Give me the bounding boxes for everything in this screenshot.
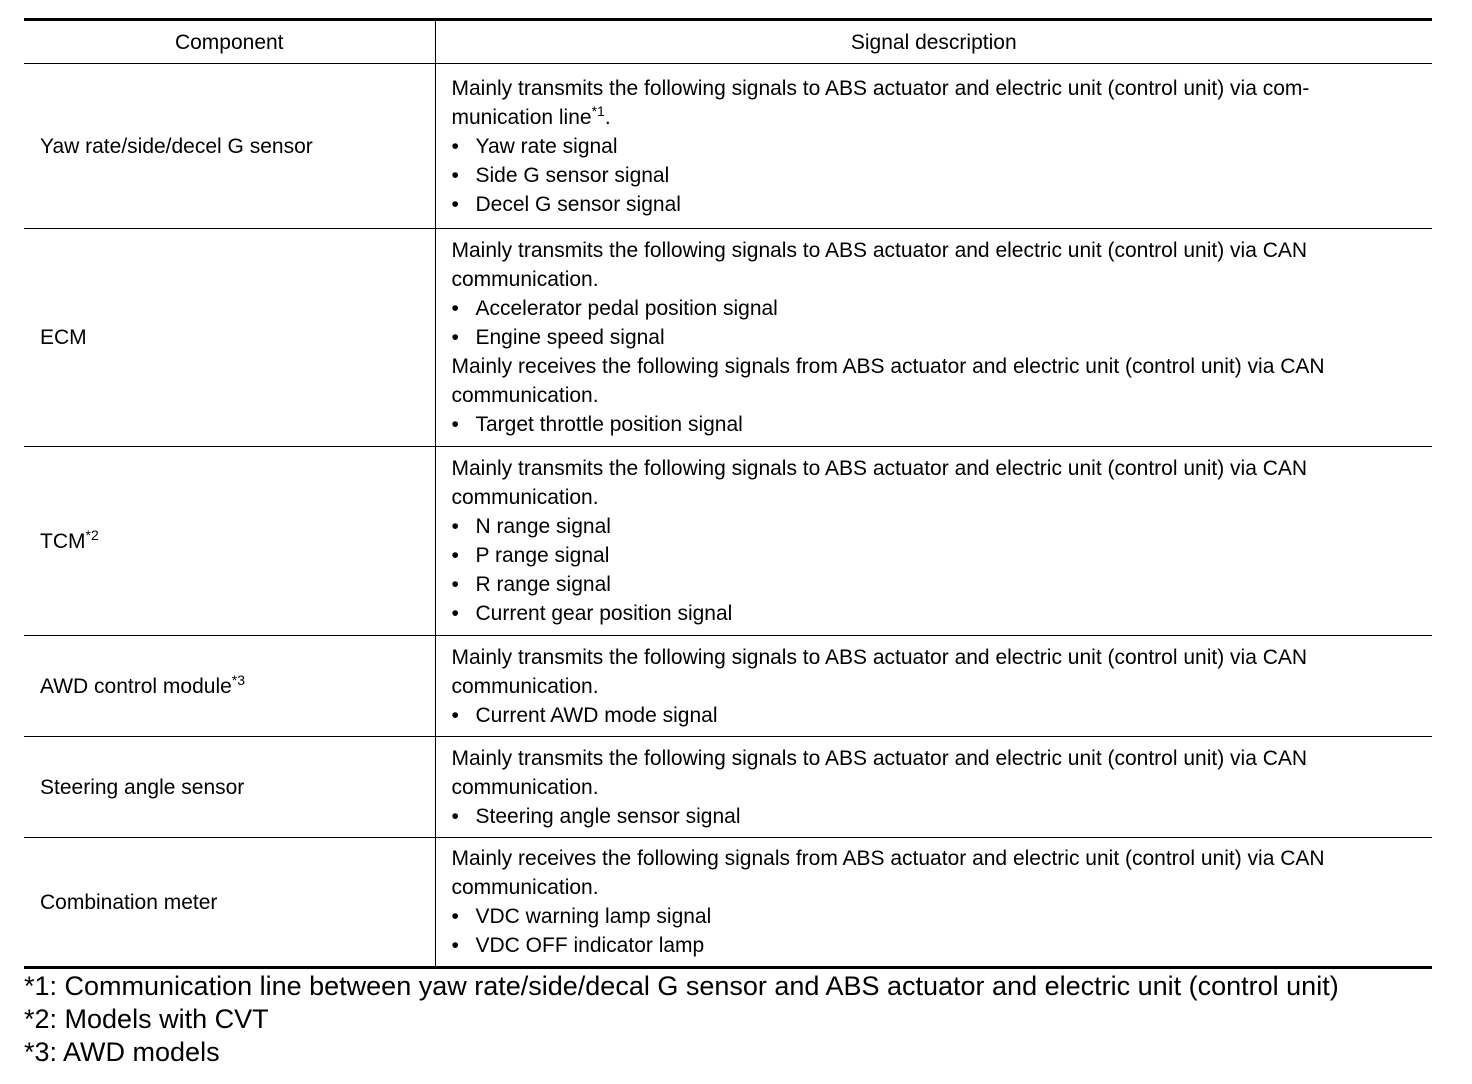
description-cell: [435, 636, 1432, 737]
description-cell: [435, 447, 1432, 636]
description-line: Mainly transmits the following signals to ABS actuator and electric unit (control unit) via com-: [451, 76, 1310, 100]
footnote-2: *2: Models with CVT: [24, 1004, 269, 1034]
description-cell: [435, 64, 1432, 229]
description-line: communication.: [451, 775, 599, 799]
description-text: munication line: [451, 105, 592, 129]
signal-item: • Engine speed signal: [452, 323, 1421, 352]
footnotes: [24, 970, 1444, 1069]
description-line: [452, 103, 1421, 132]
signal-item: • N range signal: [452, 512, 1421, 541]
footnote-ref: *1: [591, 102, 605, 119]
component-name: ECM: [40, 326, 87, 349]
footnote-3: *3: AWD models: [24, 1037, 220, 1067]
description-line: communication.: [451, 674, 599, 698]
description-line: communication.: [451, 486, 599, 509]
signal-item: • Steering angle sensor signal: [452, 802, 1421, 831]
signal-item: • Current AWD mode signal: [452, 701, 1421, 730]
signal-item: • VDC warning lamp signal: [452, 902, 1421, 931]
description-cell: [435, 838, 1432, 968]
description-line: Mainly transmits the following signals to ABS actuator and electric unit (control unit) via CAN: [451, 746, 1308, 770]
signal-item: • VDC OFF indicator lamp: [452, 931, 1421, 960]
component-cell: [24, 447, 435, 636]
description-line: Mainly receives the following signals from ABS actuator and electric unit (control unit) via CAN: [451, 355, 1325, 378]
description-text: .: [604, 105, 611, 129]
header-signal-description: Signal description: [435, 20, 1432, 64]
description-line: communication.: [451, 268, 599, 291]
component-cell: [24, 229, 435, 447]
component-name: Steering angle sensor: [40, 775, 245, 799]
description-line: Mainly transmits the following signals to ABS actuator and electric unit (control unit) via CAN: [451, 645, 1308, 669]
table-row-combination-meter: [24, 838, 1432, 968]
component-cell: [24, 636, 435, 737]
description-cell: [435, 737, 1432, 838]
component-name: AWD control module: [40, 674, 232, 698]
component-name: Yaw rate/side/decel G sensor: [40, 134, 313, 158]
signal-item: • R range signal: [452, 570, 1421, 599]
signal-item: • Side G sensor signal: [452, 161, 1421, 190]
table-row-yaw-rate-sensor: [24, 64, 1432, 229]
signal-item: • Target throttle position signal: [452, 410, 1421, 439]
signal-item: • Decel G sensor signal: [452, 190, 1421, 219]
description-line: Mainly transmits the following signals to ABS actuator and electric unit (control unit) via CAN: [451, 457, 1308, 480]
signal-item: • P range signal: [452, 541, 1421, 570]
signal-table: [24, 18, 1432, 969]
signal-item: • Accelerator pedal position signal: [452, 294, 1421, 323]
description-line: Mainly receives the following signals from ABS actuator and electric unit (control unit) via CAN: [451, 847, 1325, 870]
description-line: Mainly transmits the following signals to ABS actuator and electric unit (control unit) via CAN: [451, 239, 1308, 262]
header-component: Component: [24, 20, 435, 64]
footnote-1: *1: Communication line between yaw rate/side/decal G sensor and ABS actuator and electric unit (control unit): [24, 971, 1339, 1001]
signal-item: • Yaw rate signal: [452, 132, 1421, 161]
component-cell: [24, 838, 435, 968]
table-row-tcm: [24, 447, 1432, 636]
description-cell: [435, 229, 1432, 447]
component-name: Combination meter: [40, 890, 218, 914]
table-row-steering-angle-sensor: [24, 737, 1432, 838]
component-cell: [24, 737, 435, 838]
footnote-ref: *2: [85, 526, 99, 543]
component-name: TCM: [40, 529, 86, 553]
table-row-awd-control-module: [24, 636, 1432, 737]
component-cell: [24, 64, 435, 229]
description-line: communication.: [451, 384, 599, 407]
table-row-ecm: [24, 229, 1432, 447]
header-row: [24, 20, 1432, 64]
description-line: communication.: [451, 876, 599, 899]
signal-item: • Current gear position signal: [452, 599, 1421, 628]
footnote-ref: *3: [231, 671, 246, 688]
